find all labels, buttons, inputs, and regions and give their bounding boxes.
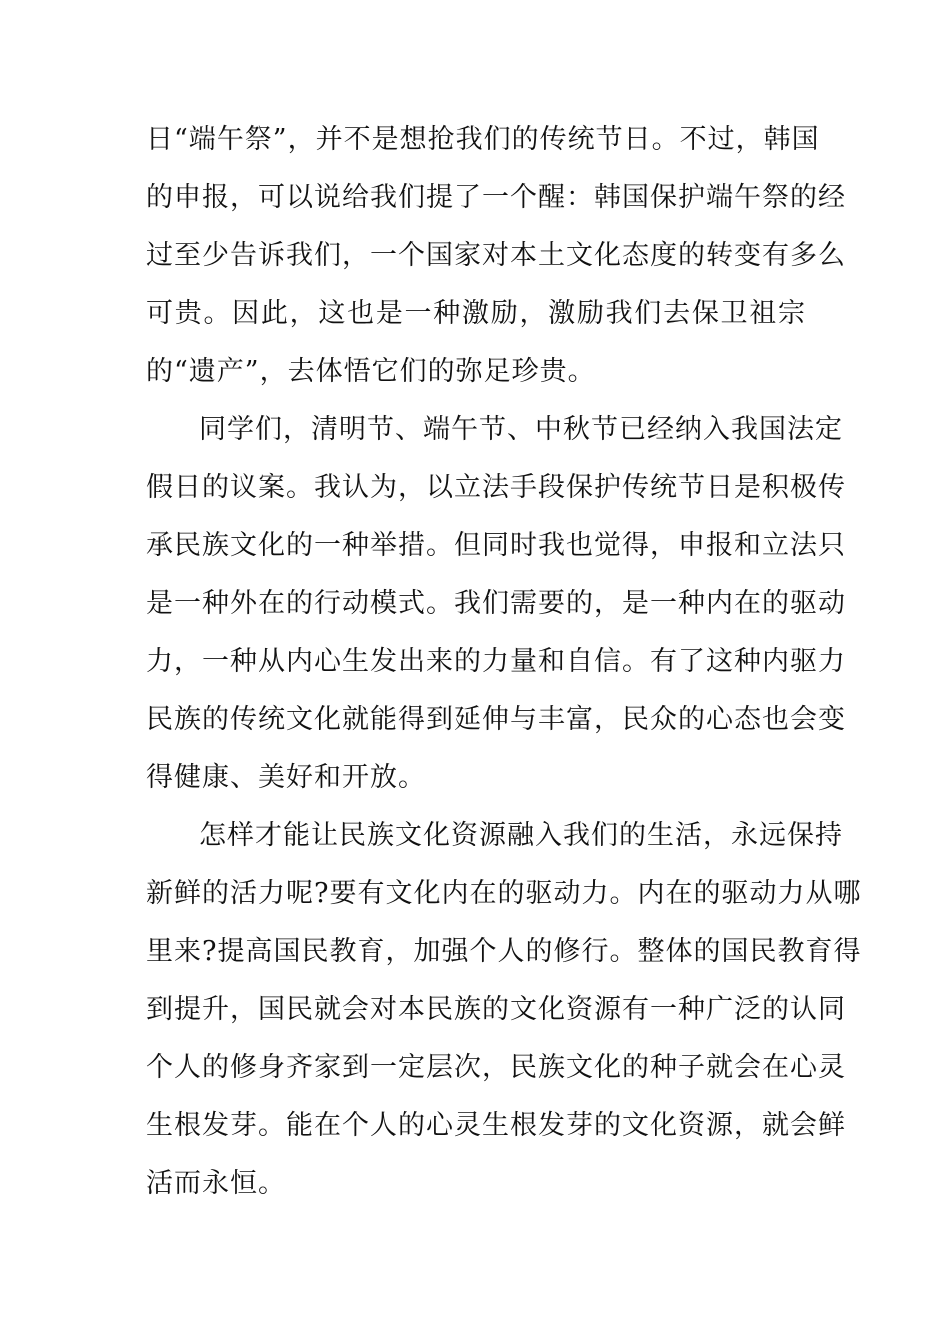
text-line: 力，一种从内心生发出来的力量和自信。有了这种内驱力 [146,646,846,677]
text-line: 得健康、美好和开放。 [146,762,426,793]
text-line: 个人的修身齐家到一定层次，民族文化的种子就会在心灵 [146,1052,846,1083]
paragraph-first-line: 怎样才能让民族文化资源融入我们的生活，永远保持 [199,820,843,851]
text-line: 的申报，可以说给我们提了一个醒：韩国保护端午祭的经 [146,182,846,213]
text-line: 过至少告诉我们，一个国家对本土文化态度的转变有多么 [146,240,846,271]
paragraph-first-line: 同学们，清明节、端午节、中秋节已经纳入我国法定 [199,414,843,445]
text-line: 假日的议案。我认为，以立法手段保护传统节日是积极传 [146,472,846,503]
text-line: 生根发芽。能在个人的心灵生根发芽的文化资源，就会鲜 [146,1110,846,1141]
text-line: 到提升，国民就会对本民族的文化资源有一种广泛的认同 [146,994,846,1025]
text-line: 可贵。因此，这也是一种激励，激励我们去保卫祖宗 [146,298,806,329]
text-line: 承民族文化的一种举措。但同时我也觉得，申报和立法只 [146,530,846,561]
text-line: 活而永恒。 [146,1168,286,1199]
text-line: 里来?提高国民教育，加强个人的修行。整体的国民教育得 [146,936,862,967]
text-line: 的“遗产”，去体悟它们的弥足珍贵。 [146,356,596,387]
text-line: 日“端午祭”，并不是想抢我们的传统节日。不过，韩国 [146,124,820,155]
text-line: 新鲜的活力呢?要有文化内在的驱动力。内在的驱动力从哪 [146,878,862,909]
text-line: 是一种外在的行动模式。我们需要的，是一种内在的驱动 [146,588,846,619]
text-line: 民族的传统文化就能得到延伸与丰富，民众的心态也会变 [146,704,846,735]
